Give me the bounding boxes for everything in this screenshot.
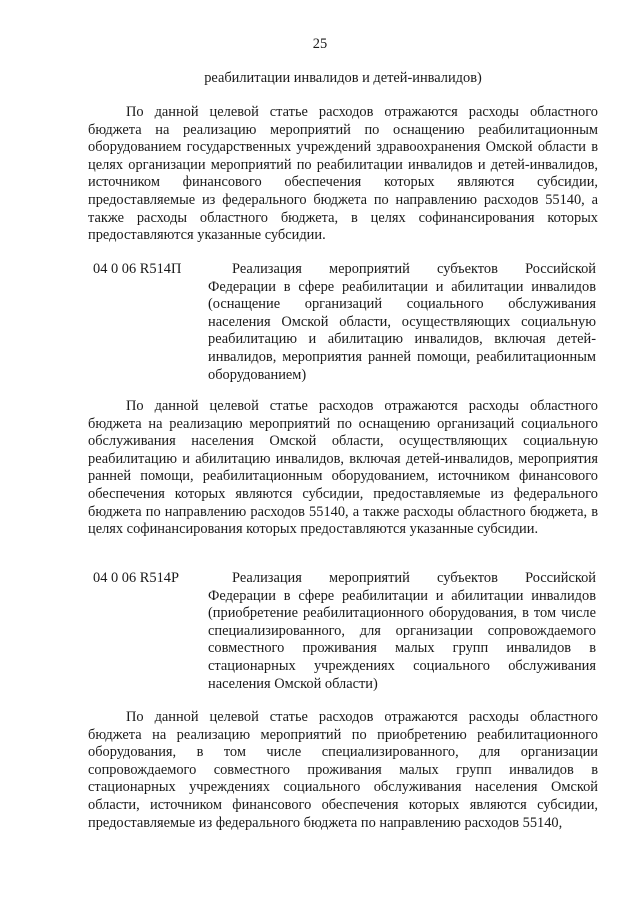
budget-item-title: Реализация мероприятий субъектов Российской Федерации в сфере реабилитации и абилитации инвалидов (оснащение организаций социального обслуживания населения Омской области, осуществляющих социальную реабилитацию и абилитацию инвалидов, включая детей-инвалидов, мероприятия ранней помощи, реабилитационным оборудованием) [208, 261, 596, 383]
budget-item-code: 04 0 06 R514П [93, 261, 182, 277]
budget-item-code: 04 0 06 R514Р [93, 570, 179, 586]
continued-heading-line: реабилитации инвалидов и детей-инвалидов) [204, 70, 482, 86]
paragraph-1: По данной целевой статье расходов отражаются расходы областного бюджета на реализацию мероприятий по оснащению реабилитационным оборудованием государственных учреждений здравоохранения Омской области в целях организации мероприятий по реабилитации инвалидов и детей-инвалидов, источником финансового обеспечения которых являются субсидии, предоставляемые из федерального бюджета по направлению расходов 55140, а также расходы областного бюджета, в целях софинансирования которых предоставляются указанные субсидии. [88, 104, 598, 244]
paragraph-2: По данной целевой статье расходов отражаются расходы областного бюджета на реализацию мероприятий по оснащению организаций социального обслуживания населения Омской области, осуществляющих социальную реабилитацию и абилитацию инвалидов, включая детей-инвалидов, мероприятия ранней помощи, реабилитационным оборудованием, источником финансового обеспечения которых являются субсидии, предоставляемые из федерального бюджета по направлению расходов 55140, а также расходы областного бюджета, в целях софинансирования которых предоставляются указанные субсидии. [88, 398, 598, 538]
page-number: 25 [312, 36, 328, 52]
paragraph-3: По данной целевой статье расходов отражаются расходы областного бюджета на реализацию мероприятий по приобретению реабилитационного оборудования, в том числе специализированного, для организации сопровождаемого совместного проживания малых групп инвалидов в стационарных учреждениях социального обслуживания населения Омской области, источником финансового обеспечения которых являются субсидии, предоставляемые из федерального бюджета по направлению расходов 55140, [88, 709, 598, 831]
budget-item-title: Реализация мероприятий субъектов Российской Федерации в сфере реабилитации и абилитации инвалидов (приобретение реабилитационного оборудования, в том числе специализированного, для организации сопровождаемого совместного проживания малых групп инвалидов в стационарных учреждениях социального обслуживания населения Омской области) [208, 570, 596, 692]
budget-item-r514p [93, 261, 598, 384]
budget-item-r514r [93, 570, 598, 693]
